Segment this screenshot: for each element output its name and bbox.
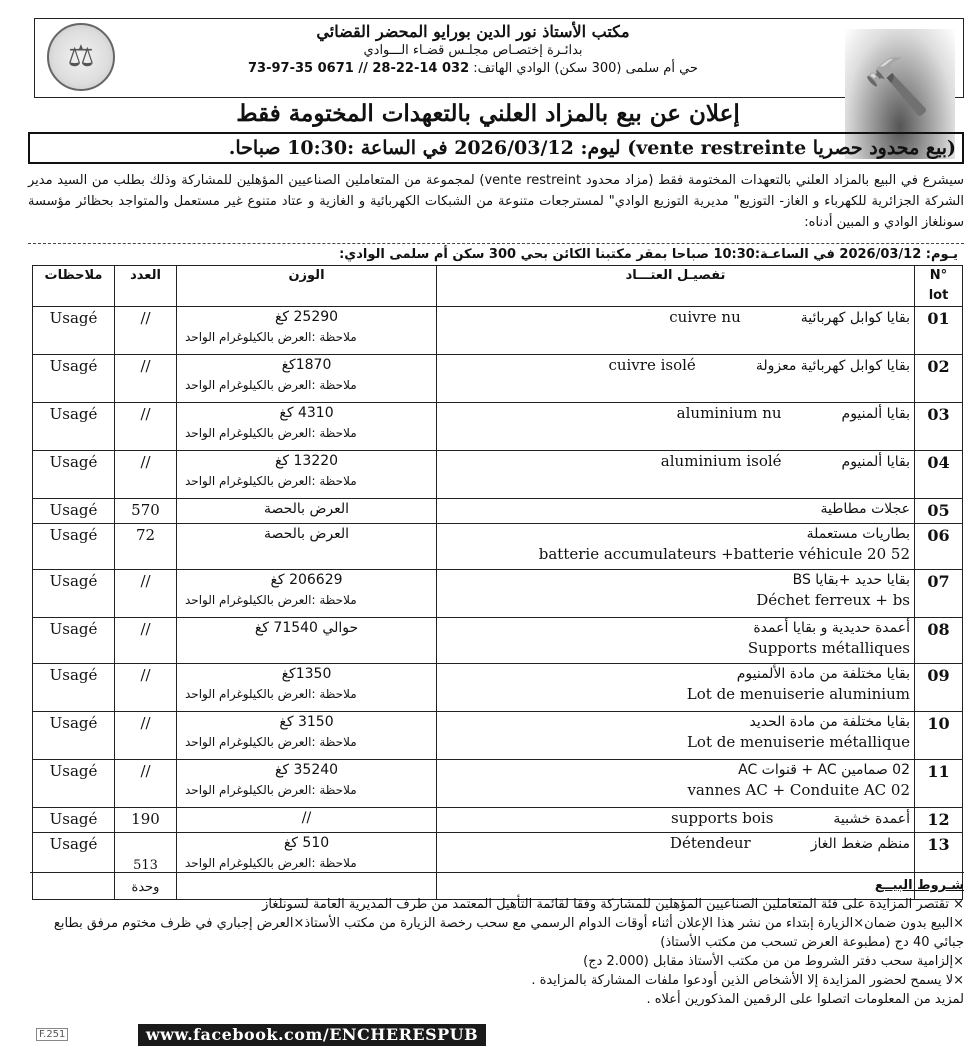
weight-value: حوالي 71540 كغ bbox=[254, 620, 359, 636]
court-seal-icon bbox=[47, 23, 115, 91]
lot-number bbox=[915, 307, 963, 355]
lot-qty bbox=[115, 499, 177, 524]
lot-notes bbox=[33, 712, 115, 760]
lot-number-value: 01 bbox=[927, 309, 950, 328]
lot-number bbox=[915, 403, 963, 451]
auction-notice-page bbox=[8, 4, 966, 1048]
notes-value: Usagé bbox=[49, 714, 98, 732]
lot-qty bbox=[115, 403, 177, 451]
lot-weight bbox=[177, 570, 437, 618]
qty-value: // bbox=[140, 620, 151, 638]
conditions-list bbox=[30, 895, 964, 1009]
weight-value: 13220 كغ bbox=[274, 453, 339, 469]
detail-french: cuivre nu bbox=[669, 308, 741, 326]
lot-detail bbox=[437, 307, 915, 355]
lot-number-value: 09 bbox=[927, 666, 950, 685]
notes-value: Usagé bbox=[49, 357, 98, 375]
table-row bbox=[33, 808, 963, 833]
lot-qty bbox=[115, 451, 177, 499]
lot-qty bbox=[115, 524, 177, 570]
weight-value: 510 كغ bbox=[283, 835, 330, 851]
lot-weight bbox=[177, 664, 437, 712]
weight-value: العرض بالحصة bbox=[263, 501, 350, 517]
office-header bbox=[34, 18, 964, 98]
detail-arabic: عجلات مطاطية bbox=[820, 501, 910, 517]
lot-notes bbox=[33, 403, 115, 451]
lot-qty bbox=[115, 760, 177, 808]
header-weight: الوزن bbox=[177, 266, 437, 307]
lot-notes bbox=[33, 664, 115, 712]
weight-value: العرض بالحصة bbox=[263, 526, 350, 542]
lot-notes bbox=[33, 355, 115, 403]
lot-detail bbox=[437, 618, 915, 664]
lot-qty bbox=[115, 307, 177, 355]
table-row bbox=[33, 760, 963, 808]
lot-weight bbox=[177, 307, 437, 355]
detail-french-line: Supports métalliques bbox=[747, 639, 910, 657]
notes-value: Usagé bbox=[49, 572, 98, 590]
sale-conditions bbox=[30, 872, 964, 1009]
weight-value: 1350كغ bbox=[281, 666, 332, 682]
lot-number bbox=[915, 760, 963, 808]
detail-arabic: بقايا حديد +بقايا BS bbox=[792, 572, 910, 588]
header-notes: ملاحظات bbox=[33, 266, 115, 307]
lot-number bbox=[915, 355, 963, 403]
detail-arabic: بقايا مختلفة من مادة الحديد bbox=[749, 714, 910, 730]
notes-value: Usagé bbox=[49, 835, 98, 853]
weight-value: 3150 كغ bbox=[279, 714, 334, 730]
notes-value: Usagé bbox=[49, 405, 98, 423]
weight-note: ملاحظة :العرض بالكيلوغرام الواحد bbox=[185, 426, 357, 440]
detail-arabic: بقايا كوابل كهربائية bbox=[800, 310, 910, 326]
lot-number bbox=[915, 808, 963, 833]
weight-note: ملاحظة :العرض بالكيلوغرام الواحد bbox=[185, 735, 357, 749]
weight-note: ملاحظة :العرض بالكيلوغرام الواحد bbox=[185, 687, 357, 701]
lot-number bbox=[915, 451, 963, 499]
lot-detail bbox=[437, 524, 915, 570]
lot-notes bbox=[33, 618, 115, 664]
weight-value: 4310 كغ bbox=[279, 405, 334, 421]
lot-number-value: 11 bbox=[927, 762, 950, 781]
weight-value: // bbox=[301, 810, 312, 826]
office-contact bbox=[213, 61, 733, 76]
lot-number bbox=[915, 664, 963, 712]
office-phones: 032 14-22-28 // 0671 35-97-73 bbox=[248, 61, 470, 76]
condition-item: ×لا يسمح لحضور المزايدة إلا الأشخاص الذين أودعوا ملفات المشاركة بالمزايدة . bbox=[531, 973, 964, 988]
lot-number-value: 04 bbox=[927, 453, 950, 472]
detail-arabic: بقايا ألمنيوم bbox=[841, 406, 910, 422]
lot-weight bbox=[177, 524, 437, 570]
office-jurisdiction: بدائـرة إختصـاص مجلـس قضـاء الـــوادي bbox=[363, 43, 583, 58]
lot-detail bbox=[437, 664, 915, 712]
table-row bbox=[33, 524, 963, 570]
notes-value: Usagé bbox=[49, 501, 98, 519]
lot-qty bbox=[115, 355, 177, 403]
lot-number-value: 03 bbox=[927, 405, 950, 424]
header-qty: العدد bbox=[115, 266, 177, 307]
weight-value: 25290 كغ bbox=[274, 309, 339, 325]
table-header-row bbox=[33, 266, 963, 307]
lot-number-value: 02 bbox=[927, 357, 950, 376]
header-detail: تفصيـل العتـــاد bbox=[437, 266, 915, 307]
condition-item: ×إلزامية سحب دفتر الشروط من من مكتب الأستاذ مقابل (2.000 دج) bbox=[583, 954, 964, 969]
lot-notes bbox=[33, 499, 115, 524]
lot-detail bbox=[437, 570, 915, 618]
lot-notes bbox=[33, 451, 115, 499]
lot-weight bbox=[177, 760, 437, 808]
ad-code: F.251 bbox=[36, 1028, 68, 1041]
table-row bbox=[33, 570, 963, 618]
office-info bbox=[213, 22, 733, 76]
lot-number-value: 05 bbox=[927, 501, 950, 520]
lot-detail bbox=[437, 712, 915, 760]
table-row bbox=[33, 307, 963, 355]
detail-french: supports bois bbox=[671, 809, 774, 827]
qty-value: // bbox=[140, 309, 151, 327]
condition-item: ×البيع بدون ضمان×الزيارة إبتداء من نشر هذا الإعلان أثناء أوقات الدوام الرسمي مع سحب رخصة الزيارة من مكتب الأستاذ×العرض إجباري في ظرف مختوم مرفق بطابع جبائي 40 دج (مطبوعة العرض تسحب من مكتب الأستاذ) bbox=[53, 916, 964, 950]
lot-number-value: 08 bbox=[927, 620, 950, 639]
notice-title: إعلان عن بيع بالمزاد العلني بالتعهدات المختومة فقط bbox=[236, 100, 740, 127]
qty-value: // bbox=[140, 666, 151, 684]
weight-note: ملاحظة :العرض بالكيلوغرام الواحد bbox=[185, 856, 357, 870]
condition-item: × تقتصر المزايدة على فئة المتعاملين الصناعيين المؤهلين للمشاركة وفقا لقائمة التأهيل المعتمد من طرف المديرية العامة لسونلغاز bbox=[262, 897, 964, 912]
lot-weight bbox=[177, 808, 437, 833]
lot-detail bbox=[437, 355, 915, 403]
notes-value: Usagé bbox=[49, 810, 98, 828]
detail-french-line: vannes AC + Conduite AC 02 bbox=[687, 781, 910, 799]
lot-notes bbox=[33, 760, 115, 808]
qty-value: // bbox=[140, 572, 151, 590]
qty-value: // bbox=[140, 762, 151, 780]
notes-value: Usagé bbox=[49, 762, 98, 780]
weight-note: ملاحظة :العرض بالكيلوغرام الواحد bbox=[185, 330, 357, 344]
lot-number-value: 06 bbox=[927, 526, 950, 545]
qty-value: 72 bbox=[135, 526, 156, 544]
detail-arabic: بطاريات مستعملة bbox=[806, 526, 910, 542]
table-row bbox=[33, 712, 963, 760]
lot-weight bbox=[177, 355, 437, 403]
lot-detail bbox=[437, 451, 915, 499]
header-lot: N° lot bbox=[915, 266, 963, 307]
lot-detail bbox=[437, 808, 915, 833]
detail-arabic: أعمدة حديدية و بقايا أعمدة bbox=[753, 620, 910, 636]
detail-french-line: Déchet ferreux + bs bbox=[756, 591, 910, 609]
notes-value: Usagé bbox=[49, 666, 98, 684]
lot-qty bbox=[115, 808, 177, 833]
facebook-link[interactable]: www.facebook.com/ENCHERESPUB bbox=[138, 1024, 486, 1046]
notes-value: Usagé bbox=[49, 526, 98, 544]
weight-value: 35240 كغ bbox=[274, 762, 339, 778]
weight-note: ملاحظة :العرض بالكيلوغرام الواحد bbox=[185, 474, 357, 488]
detail-french: aluminium nu bbox=[676, 404, 782, 422]
detail-french: aluminium isolé bbox=[660, 452, 782, 470]
weight-value: 206629 كغ bbox=[270, 572, 343, 588]
qty-value: 190 bbox=[131, 810, 160, 828]
lot-detail bbox=[437, 403, 915, 451]
lot-detail bbox=[437, 760, 915, 808]
qty-value: // bbox=[140, 453, 151, 471]
lots-body bbox=[33, 307, 963, 900]
weight-note: ملاحظة :العرض بالكيلوغرام الواحد bbox=[185, 593, 357, 607]
lot-number bbox=[915, 570, 963, 618]
table-row bbox=[33, 618, 963, 664]
table-row bbox=[33, 355, 963, 403]
table-row bbox=[33, 403, 963, 451]
qty-extra: 513 وحدة bbox=[131, 858, 160, 895]
lot-number-value: 13 bbox=[927, 835, 950, 854]
lot-number bbox=[915, 618, 963, 664]
detail-french: cuivre isolé bbox=[608, 356, 696, 374]
lot-number bbox=[915, 524, 963, 570]
detail-french: Détendeur bbox=[669, 834, 751, 852]
table-row bbox=[33, 664, 963, 712]
lot-number-value: 07 bbox=[927, 572, 950, 591]
lot-qty bbox=[115, 570, 177, 618]
lot-qty bbox=[115, 618, 177, 664]
qty-value: 570 bbox=[131, 501, 160, 519]
qty-value: // bbox=[140, 714, 151, 732]
notes-value: Usagé bbox=[49, 309, 98, 327]
lot-detail bbox=[437, 499, 915, 524]
sale-date-line: يـوم: 2026/03/12 في الساعـة:10:30 صباحا بمقر مكتبنا الكائن بحي 300 سكن أم سلمى الوادي: bbox=[28, 243, 964, 265]
lots-table bbox=[32, 265, 963, 900]
lot-notes bbox=[33, 808, 115, 833]
detail-arabic: بقايا مختلفة من مادة الألمنيوم bbox=[736, 666, 910, 682]
weight-value: 1870كغ bbox=[281, 357, 332, 373]
lot-weight bbox=[177, 712, 437, 760]
detail-arabic: 02 صمامين AC + قنوات AC bbox=[738, 762, 910, 778]
lot-number bbox=[915, 499, 963, 524]
lot-qty bbox=[115, 712, 177, 760]
detail-french-line: Lot de menuiserie métallique bbox=[686, 733, 910, 751]
notice-subtitle: (بيع محدود حصريا vente restreinte) ليوم: 2026/03/12 في الساعة :10:30 صباحا. bbox=[28, 132, 964, 164]
office-address: حي أم سلمى (300 سكن) الوادي الهاتف: bbox=[473, 61, 698, 76]
lot-weight bbox=[177, 499, 437, 524]
detail-french-line: Lot de menuiserie aluminium bbox=[686, 685, 910, 703]
detail-arabic: بقايا كوابل كهربائية معزولة bbox=[755, 358, 910, 374]
lot-qty bbox=[115, 664, 177, 712]
lot-number-value: 12 bbox=[927, 810, 950, 829]
lot-notes bbox=[33, 307, 115, 355]
table-row bbox=[33, 499, 963, 524]
detail-arabic: منظم ضغط الغاز bbox=[810, 836, 910, 852]
detail-french-line: batterie accumulateurs +batterie véhicule 20 52 bbox=[538, 545, 910, 563]
condition-item: لمزيد من المعلومات اتصلوا على الرقمين المذكورين أعلاه . bbox=[646, 992, 964, 1007]
lot-notes bbox=[33, 570, 115, 618]
lot-number bbox=[915, 712, 963, 760]
weight-note: ملاحظة :العرض بالكيلوغرام الواحد bbox=[185, 783, 357, 797]
intro-paragraph: سيشرع في البيع بالمزاد العلني بالتعهدات المختومة فقط (مزاد محدود vente restreint) لمجموعة من المتعاملين الصناعيين المؤهلين للمشاركة وذلك بطلب من السيد مدير الشركة الجزائرية للكهرباء و الغاز- التوزيع" مديرية التوزيع الوادي" لمسترجعات متنوعة من الشبكات الكهربائية و الغازية و عتاد متنوع غير مستعمل والمتواجد بحظائر مؤسسة سونلغاز الوادي و المبين أدناه: bbox=[28, 173, 965, 230]
qty-value: // bbox=[140, 357, 151, 375]
table-row bbox=[33, 451, 963, 499]
conditions-heading: شـروط البيــع bbox=[874, 878, 964, 893]
lot-notes bbox=[33, 524, 115, 570]
office-name: مكتب الأستاذ نور الدين بورايو المحضر القضائي bbox=[316, 22, 630, 41]
lot-weight bbox=[177, 451, 437, 499]
lot-weight bbox=[177, 403, 437, 451]
detail-arabic: أعمدة خشبية bbox=[833, 811, 910, 827]
notes-value: Usagé bbox=[49, 620, 98, 638]
lot-weight bbox=[177, 618, 437, 664]
notes-value: Usagé bbox=[49, 453, 98, 471]
lot-number-value: 10 bbox=[927, 714, 950, 733]
qty-value: // bbox=[140, 405, 151, 423]
detail-arabic: بقايا ألمنيوم bbox=[841, 454, 910, 470]
weight-note: ملاحظة :العرض بالكيلوغرام الواحد bbox=[185, 378, 357, 392]
